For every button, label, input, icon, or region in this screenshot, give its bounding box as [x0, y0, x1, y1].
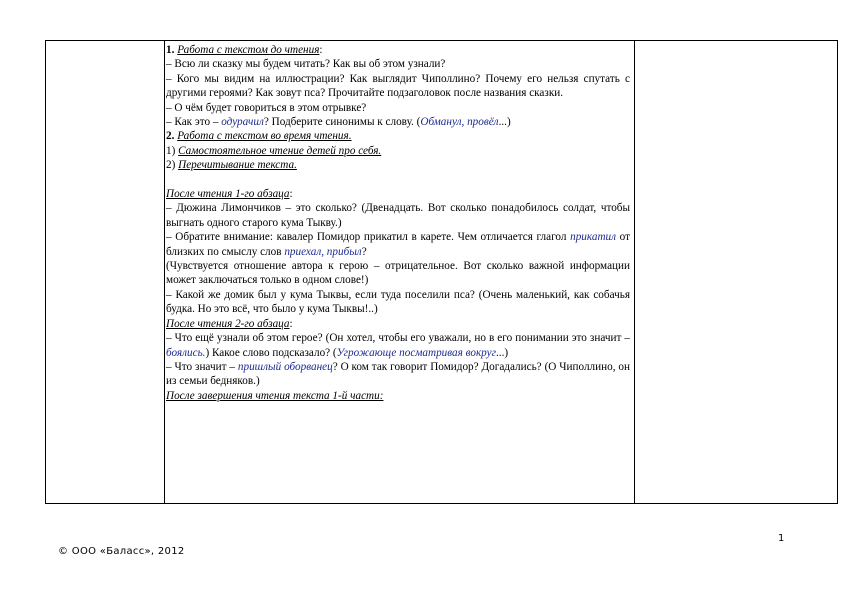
section-2-heading: 2. Работа с текстом во время чтения. — [166, 130, 352, 143]
question-1: – Всю ли сказку мы будем читать? Как вы об этом узнали? — [166, 58, 446, 71]
paragraph-2-question-1: – Что ещё узнали об этом герое? (Он хотел, чтобы его уважали, но в его понимании это значит – боялись.) Какое слово подсказало? (Угрожающе посматривая вокруг...) — [166, 332, 630, 359]
section-2-item-2: 2) Перечитывание текста. — [166, 159, 297, 172]
spacer — [166, 173, 630, 187]
paragraph-2-heading: После чтения 2-го абзаца: — [166, 317, 293, 330]
paragraph-1-question-3: – Какой же домик был у кума Тыквы, если туда поселили пса? (Очень маленький, как собачья будка. Но это всё, что было у кума Тыквы!..) — [166, 288, 630, 316]
question-2: – Кого мы видим на иллюстрации? Как выглядит Чиполлино? Почему его нельзя спутать с другими героями? Как зовут пса? Прочитайте подзаголовок после названия сказки. — [166, 72, 630, 100]
page-number: 1 — [778, 533, 785, 544]
part-1-final-heading: После завершения чтения текста 1-й части: — [166, 389, 384, 402]
lesson-content-cell — [166, 43, 630, 403]
paragraph-1-answer: (Чувствуется отношение автора к герою – отрицательное. Вот сколько важной информации может заключаться только в одном слове!) — [166, 260, 630, 287]
paragraph-1-question-2: – Обратите внимание: кавалер Помидор прикатил в карете. Чем отличается глагол прикатил от близких по смыслу слов приехал, прибыл? — [166, 231, 630, 258]
copyright-footer: © ООО «Баласс», 2012 — [58, 546, 185, 557]
column-divider-left — [164, 41, 165, 503]
lesson-table — [45, 40, 838, 504]
paragraph-1-heading: После чтения 1-го абзаца: — [166, 188, 293, 201]
section-2-item-1: 1) Самостоятельное чтение детей про себя. — [166, 144, 382, 157]
column-divider-right — [634, 41, 635, 503]
question-4: – Как это – одурачил? Подберите синонимы к слову. (Обманул, провёл...) — [166, 116, 511, 129]
question-3: – О чём будет говориться в этом отрывке? — [166, 101, 367, 114]
paragraph-2-question-2: – Что значит – пришлый оборванец? О ком так говорит Помидор? Догадались? (О Чиполлино, он из семьи бедняков.) — [166, 360, 631, 388]
paragraph-1-question-1: – Дюжина Лимончиков – это сколько? (Двенадцать. Вот сколько понадобилось солдат, чтобы выгнать одного старого кума Тыкву.) — [166, 202, 630, 229]
section-1-heading: 1. Работа с текстом до чтения: — [166, 44, 323, 56]
